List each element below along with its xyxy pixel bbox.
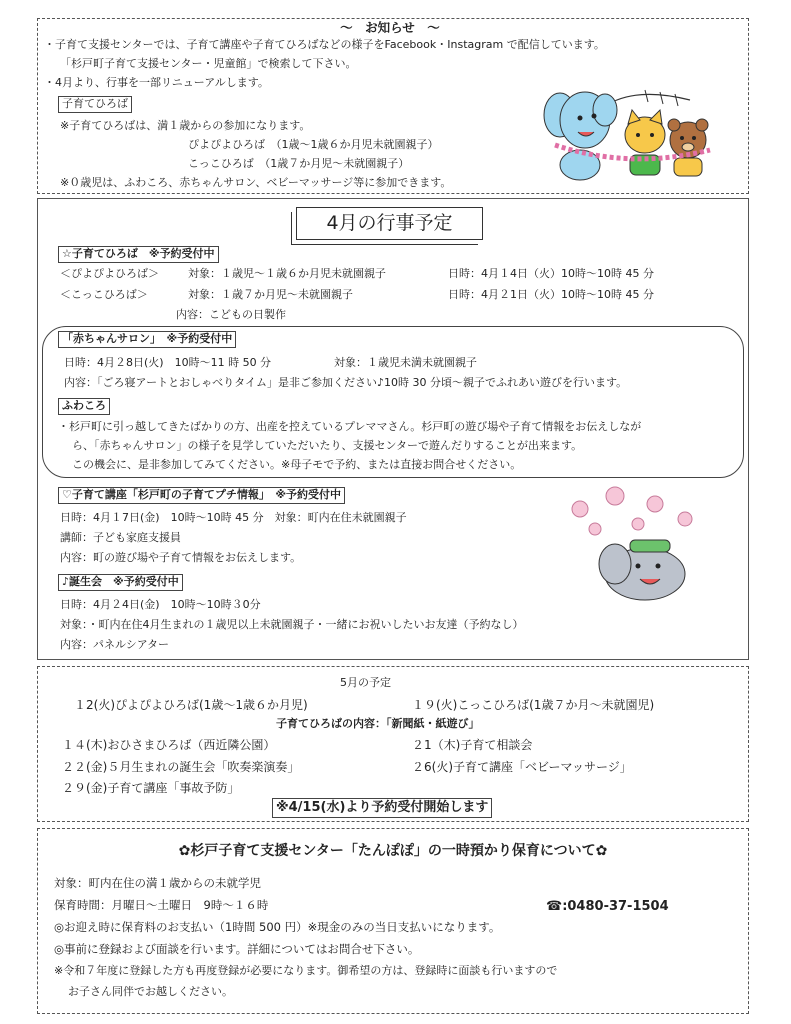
- april-title: 4月の行事予定: [296, 207, 483, 240]
- koza-heading: ♡子育て講座「杉戸町の子育てプチ情報」 ※予約受付中: [58, 487, 345, 504]
- april-kokko-date: 日時：4月２1日（火）10時～10時 45 分: [448, 288, 654, 301]
- fuwakoro-line-1: ・杉戸町に引っ越してきたばかりの方、出産を控えているプレママさん。杉戸町の遊び場や子育て情報をお伝えしなが: [58, 420, 642, 433]
- childcare-phone: ☎:0480-37-1504: [546, 899, 669, 914]
- salon-date: 日時：4月２8日(火) 10時～11 時 50 分: [64, 356, 272, 369]
- notice-title: ～ お知らせ ～: [340, 20, 440, 35]
- may-row2: 子育てひろばの内容：「新聞紙・紙遊び」: [276, 717, 480, 730]
- koza-content: 内容：町の遊び場や子育て情報をお伝えします。: [60, 551, 302, 564]
- flower-icon-left: ✿: [178, 843, 191, 859]
- flower-icon-right: ✿: [595, 843, 608, 859]
- bday-target: 対象：・町内在住4月生まれの１歳児以上未就園親子・一緒にお祝いしたいお友達（予約なし）: [60, 618, 524, 631]
- notice-piyo: ぴよぴよひろば （1歳～1歳６か月児未就園親子）: [188, 138, 439, 151]
- childcare-interview: ◎事前に登録および面談を行います。詳細についてはお問合せ下さい。: [54, 942, 420, 956]
- notice-hiroba-heading: 子育てひろば: [58, 96, 132, 113]
- salon-heading: 「赤ちゃんサロン」 ※予約受付中: [58, 331, 236, 348]
- childcare-title: 杉戸子育て支援センター「たんぽぽ」の一時預かり保育について: [190, 843, 596, 859]
- childcare-target: 対象：町内在住の満１歳からの未就学児: [54, 876, 261, 890]
- april-piyo-date: 日時：4月１4日（火）10時～10時 45 分: [448, 267, 654, 280]
- notice-hiroba-note: ※子育てひろばは、満１歳からの参加になります。: [60, 119, 311, 132]
- april-piyo-target: 対象：１歳児～１歳６か月児未就園親子: [188, 267, 386, 280]
- may-row3-right: ２1（木)子育て相談会: [412, 738, 533, 752]
- may-row3-left: １４(木)おひさまひろば（西近隣公園）: [62, 738, 276, 752]
- may-row4-left: ２２(金)５月生まれの誕生会「吹奏楽演奏」: [62, 760, 300, 774]
- salon-target: 対象：１歳児未満未就園親子: [334, 356, 477, 369]
- notice-line-3: ・4月より、行事を一部リニューアルします。: [44, 76, 269, 89]
- may-reservation: ※4/15(水)より予約受付開始します: [272, 798, 492, 818]
- may-row1-left: １2(火)ぴよぴよひろば(1歳～1歳６か月児): [74, 698, 308, 712]
- may-row4-right: ２6(火)子育て講座「ベビーマッサージ」: [412, 760, 632, 774]
- april-hiroba-heading: ☆子育てひろば ※予約受付中: [58, 246, 219, 263]
- notice-line-2: 「杉戸町子育て支援センター・児童館」で検索して下さい。: [60, 57, 357, 70]
- fuwakoro-line-2: ら、「赤ちゃんサロン」の様子を見学していただいたり、支援センターで遊んだりすることが出来ます。: [72, 439, 583, 452]
- april-piyo-name: ＜ぴよぴよひろば＞: [60, 267, 159, 280]
- may-title: 5月の予定: [340, 676, 391, 689]
- notice-zero-note: ※０歳児は、ふわころ、赤ちゃんサロン、ベビーマッサージ等に参加できます。: [60, 176, 452, 189]
- april-content: 内容：こどもの日製作: [176, 308, 286, 321]
- bday-content: 内容：パネルシアター: [60, 638, 169, 651]
- animals-illustration: [540, 80, 715, 190]
- childcare-title-row: [37, 842, 749, 861]
- april-kokko-target: 対象：１歳７か月児～未就園親子: [188, 288, 353, 301]
- koza-teacher: 講師：子ども家庭支援員: [60, 531, 181, 544]
- fuwakoro-line-3: この機会に、是非参加してみてください。※母子モで予約、または直接お問合せください。: [72, 458, 522, 471]
- bday-heading: ♪誕生会 ※予約受付中: [58, 574, 183, 591]
- koza-date: 日時：4月１7日(金) 10時～10時 45 分 対象：町内在住未就園親子: [60, 511, 407, 524]
- may-row1-right: １９(火)こっこひろば(1歳７か月～未就園児): [412, 698, 655, 712]
- elephant-illustration: [560, 484, 720, 604]
- childcare-fee: ◎お迎え時に保育料のお支払い（1時間 500 円）※現金のみの当日支払いになります。: [54, 920, 501, 934]
- notice-line-1: ・子育て支援センターでは、子育て講座や子育てひろばなどの様子をFacebook・Instagram で配信しています。: [44, 38, 605, 51]
- fuwakoro-heading: ふわころ: [58, 398, 110, 415]
- childcare-note-1: ※令和７年度に登録した方も再度登録が必要になります。御希望の方は、登録時に面談も行いますので: [54, 964, 558, 977]
- childcare-note-2: お子さん同伴でお越しください。: [68, 985, 233, 998]
- april-kokko-name: ＜こっこひろば＞: [60, 288, 148, 301]
- may-row5: ２９(金)子育て講座「事故予防」: [62, 781, 240, 795]
- salon-rounded-box: [42, 326, 744, 478]
- childcare-hours: 保育時間：月曜日～土曜日 9時～１６時: [54, 898, 269, 912]
- bday-date: 日時：4月２4日(金) 10時～10時３0分: [60, 598, 261, 611]
- notice-kokko: こっこひろば （1歳７か月児～未就園親子）: [188, 157, 410, 170]
- salon-content: 内容：「ごろ寝アートとおしゃべりタイム」是非ご参加ください♪10時 30 分頃～親子でふれあい遊びを行います。: [64, 376, 628, 389]
